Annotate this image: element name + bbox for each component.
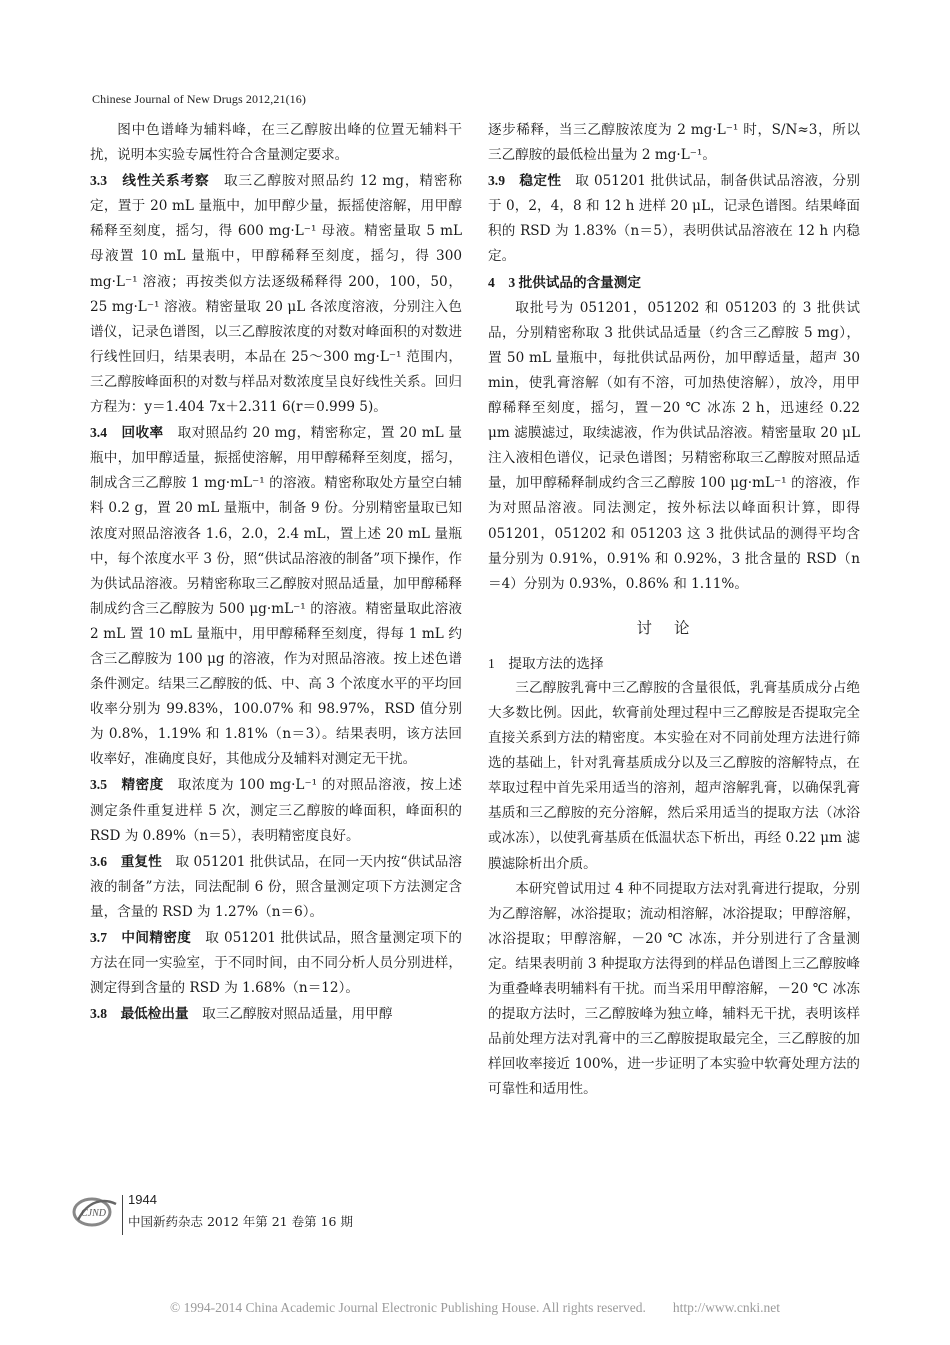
discussion-title: 讨论 xyxy=(636,618,712,637)
left-column xyxy=(90,118,462,1027)
section-heading: 4 3 批供试品的含量测定 xyxy=(488,274,641,290)
right-para-2 xyxy=(488,270,860,296)
discussion-para-1: 本研究曾试用过 4 种不同提取方法对乳膏进行提取，分别为乙醇溶解，冰浴提取；流动相溶解，冰浴提取；甲醇溶解，冰浴提取；甲醇溶解，－20 ℃ 冰冻，并分别进行了含量测定。结果表明前 3 种提取方法得到的样品色谱图上三乙醇胺峰为重叠峰表明辅料有干扰。而当采用甲醇溶解，－20 ℃ 冰冻的提取方法时，三乙醇胺峰为独立峰，辅料无干扰，表明该样品前处理方法对乳膏中的三乙醇胺提取最完全，三乙醇胺的加样回收率接近 100%，进一步证明了本实验中软膏处理方法的可靠性和适用性。 xyxy=(488,880,860,1098)
left-para-6 xyxy=(90,1001,462,1027)
left-para-2 xyxy=(90,420,462,772)
journal-issue-line: 中国新药杂志 2012 年第 21 卷第 16 期 xyxy=(128,1214,353,1229)
left-para-1 xyxy=(90,168,462,420)
section-heading: 3.3 线性关系考察 xyxy=(90,173,210,189)
right-para-0 xyxy=(488,118,860,168)
section-heading: 3.9 稳定性 xyxy=(488,173,562,189)
para-text: 取 051201 批供试品，制备供试品溶液，分别于 0，2，4，8 和 12 h 进样 20 μL，记录色谱图。结果峰面积的 RSD 为 1.83%（n＝5），表明供试品溶液在 12 h 内稳定。 xyxy=(488,173,860,265)
section-heading: 3.7 中间精密度 xyxy=(90,930,192,945)
section-heading: 3.6 重复性 xyxy=(90,853,162,869)
left-para-4 xyxy=(90,849,462,925)
section-heading: 3.4 回收率 xyxy=(90,425,164,441)
copyright-watermark: © 1994-2014 China Academic Journal Electronic Publishing House. All rights reserved. http://www.cnki.net xyxy=(169,1300,781,1315)
para-text: 取批号为 051201，051202 和 051203 的 3 批供试品，分别精密称取 3 批供试品适量（约含三乙醇胺 5 mg），置 50 mL 量瓶中，每批供试品两份，加甲醇适量，超声 30 min，使乳膏溶解（如有不溶，可加热使溶解），放冷，用甲醇稀释至刻度，摇匀，置－20 ℃ 冰冻 2 h，迅速经 0.22 μm 滤膜滤过，取续滤液，作为供试品溶液。精密量取 20 μL 注入液相色谱仪，记录色谱图；另精密称取三乙醇胺对照品适量，加甲醇稀释制成约含三乙醇胺 100 μg·mL⁻¹ 的溶液，作为对照品溶液。同法测定，按外标法以峰面积计算，即得 051201，051202 和 051203 这 3 批供试品的测得平均含量分别为 0.91%，0.91% 和 0.92%，3 批含量的 RSD（n＝4）分别为 0.93%，0.86% 和 1.11%。 xyxy=(488,299,860,592)
left-para-5 xyxy=(90,925,462,1001)
right-column xyxy=(488,118,860,1102)
para-text: 取三乙醇胺对照品约 12 mg，精密称定，置于 20 mL 量瓶中，加甲醇少量，振摇使溶解，用甲醇稀释至刻度，摇匀，得 600 mg·L⁻¹ 母液。精密量取 5 mL 母液置 10 mL 量瓶中，甲醇稀释至刻度，摇匀，得 300 mg·L⁻¹ 溶液；再按类似方法逐级稀释得 200，100，50，25 mg·L⁻¹ 溶液。精密量取 20 μL 各浓度溶液，分别注入色谱仪，记录色谱图，以三乙醇胺浓度的对数对峰面积的对数进行线性回归，结果表明，本品在 25～300 mg·L⁻¹ 范围内，三乙醇胺峰面积的对数与样品对数浓度呈良好线性关系。回归方程为：y＝1.404 7x＋2.311 6(r＝0.999 5)。 xyxy=(90,173,462,416)
para-text: 逐步稀释，当三乙醇胺浓度为 2 mg·L⁻¹ 时，S/N≈3，所以三乙醇胺的最低检出量为 2 mg·L⁻¹。 xyxy=(488,122,860,164)
left-para-3 xyxy=(90,772,462,848)
journal-logo-icon xyxy=(70,1192,120,1232)
para-text: 取三乙醇胺对照品适量，用甲醇 xyxy=(188,1006,393,1023)
para-text: 取对照品约 20 mg，精密称定，置 20 mL 量瓶中，加甲醇适量，振摇使溶解，用甲醇稀释至刻度，摇匀，制成含三乙醇胺 1 mg·mL⁻¹ 的溶液。精密称取处方量空白辅料 0.2 g，置 20 mL 量瓶中，制备 9 份。分别精密量取已知浓度对照品溶液各 1.6，2.0，2.4 mL，置上述 20 mL 量瓶中，每个浓度水平 3 份，照“供试品溶液的制备”项下操作，作为供试品溶液。另精密称取三乙醇胺对照品适量，加甲醇稀释制成约含三乙醇胺为 500 μg·mL⁻¹ 的溶液。精密量取此溶液 2 mL 置 10 mL 量瓶中，用甲醇稀释至刻度，得每 1 mL 约含三乙醇胺为 100 μg 的溶液，作为对照品溶液。按上述色谱条件测定。结果三乙醇胺的低、中、高 3 个浓度水平的平均回收率分别为 99.83%，100.07% 和 98.97%，RSD 值分别为 0.8%，1.19% 和 1.81%（n＝3）。结果表明，该方法回收率好，准确度良好，其他成分及辅料对测定无干扰。 xyxy=(90,425,462,768)
discussion-subhead: 1 提取方法的选择 xyxy=(488,655,604,671)
para-text: 取浓度为 100 mg·L⁻¹ 的对照品溶液，按上述测定条件重复进样 5 次，测定三乙醇胺的峰面积，峰面积的 RSD 为 0.89%（n＝5），表明精密度良好。 xyxy=(90,777,462,844)
para-text: 取 051201 批供试品，在同一天内按“供试品溶液的制备”方法，同法配制 6 份，照含量测定项下方法测定含量，含量的 RSD 为 1.27%（n＝6）。 xyxy=(90,853,462,920)
logo-text: CJND xyxy=(81,1208,106,1219)
right-para-1 xyxy=(488,168,860,269)
footer-divider xyxy=(122,1195,123,1235)
section-heading: 3.8 最低检出量 xyxy=(90,1006,189,1022)
page-number: 1944 xyxy=(128,1192,157,1207)
page-footer xyxy=(70,1192,470,1242)
right-para-3 xyxy=(488,296,860,597)
section-heading: 3.5 精密度 xyxy=(90,777,164,793)
para-text: 取 051201 批供试品，照含量测定项下的方法在同一实验室，于不同时间，由不同分析人员分别进样，测定得到含量的 RSD 为 1.68%（n＝12）。 xyxy=(90,930,462,997)
left-para-0 xyxy=(90,118,462,168)
running-head: Chinese Journal of New Drugs 2012,21(16) xyxy=(92,92,306,106)
discussion-para-0: 三乙醇胺乳膏中三乙醇胺的含量很低，乳膏基质成分占绝大多数比例。因此，软膏前处理过程中三乙醇胺是否提取完全直接关系到方法的精密度。本实验在对不同前处理方法进行筛选的基础上，针对乳膏基质成分以及三乙醇胺的溶解特点，在萃取过程中首先采用适当的溶剂，超声溶解乳膏，以确保乳膏基质和三乙醇胺的充分溶解，然后采用适当的提取方法（冰浴或冰冻），以使乳膏基质在低温状态下析出，再经 0.22 μm 滤膜滤除析出介质。 xyxy=(488,679,860,872)
para-text: 图中色谱峰为辅料峰，在三乙醇胺出峰的位置无辅料干扰，说明本实验专属性符合含量测定要求。 xyxy=(90,122,462,164)
